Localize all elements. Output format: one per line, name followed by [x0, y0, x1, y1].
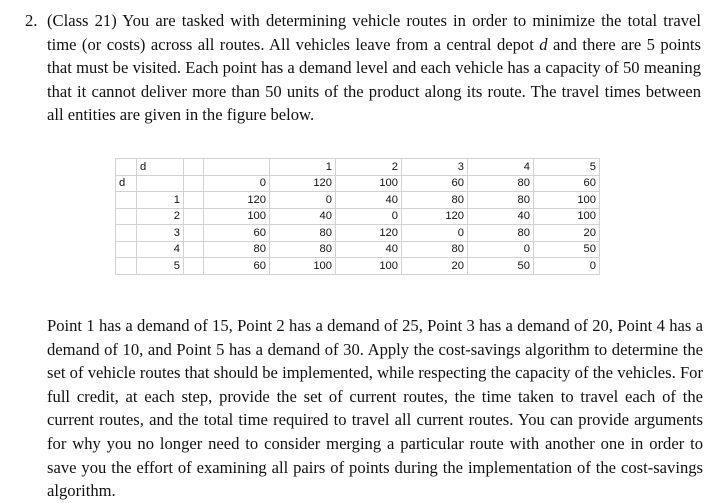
row-label: 2 [137, 208, 184, 225]
table-row-5 [116, 258, 600, 275]
header-cell-d: d [137, 159, 184, 176]
table-cell: 20 [402, 258, 468, 275]
table-cell: 100 [534, 192, 600, 209]
row-label: 1 [137, 192, 184, 209]
header-cell-4: 4 [468, 159, 534, 176]
table-row-2 [116, 208, 600, 225]
table-cell: 0 [270, 192, 336, 209]
table-cell: 60 [204, 258, 270, 275]
table-row-4 [116, 241, 600, 258]
table-cell: 80 [468, 225, 534, 242]
table-cell: 50 [468, 258, 534, 275]
header-cell-2: 2 [336, 159, 402, 176]
table-cell: 50 [534, 241, 600, 258]
table-cell: 0 [204, 175, 270, 192]
table-cell: 120 [402, 208, 468, 225]
table-cell: 100 [336, 175, 402, 192]
table-cell: 100 [534, 208, 600, 225]
table-cell: 60 [204, 225, 270, 242]
intro-text-part1: (Class 21) You are tasked with determining vehicle routes in order to minimize the total travel time (or costs) across all routes. All vehicles leave from a central depot [47, 11, 701, 54]
table-cell: 80 [468, 175, 534, 192]
table-cell: 100 [204, 208, 270, 225]
depot-symbol: d [539, 34, 548, 54]
row-label: 3 [137, 225, 184, 242]
row-label: 5 [137, 258, 184, 275]
table-cell: 60 [534, 175, 600, 192]
intro-text-part2: and there are 5 points that must be visited. Each point has a demand level and each vehicle has a capacity of 50 meaning that it cannot deliver more than 50 units of the product along its route. The travel times between all entities are given in the figure below. [47, 34, 701, 125]
table-cell: 80 [270, 241, 336, 258]
table-cell: 0 [402, 225, 468, 242]
table-row-3 [116, 225, 600, 242]
table-cell: 20 [534, 225, 600, 242]
table-cell: 40 [270, 208, 336, 225]
table-cell: 40 [336, 241, 402, 258]
header-cell-3: 3 [402, 159, 468, 176]
table-cell: 40 [468, 208, 534, 225]
table-cell: 80 [402, 241, 468, 258]
table-row-1 [116, 192, 600, 209]
table-cell: 80 [468, 192, 534, 209]
table-cell: 0 [468, 241, 534, 258]
table-cell: 120 [336, 225, 402, 242]
question-number: 2. [25, 11, 38, 30]
table-cell: 80 [204, 241, 270, 258]
table-cell: 40 [336, 192, 402, 209]
header-cell-1: 1 [270, 159, 336, 176]
row-label: d [116, 175, 137, 192]
table-cell: 60 [402, 175, 468, 192]
table-row-d [116, 175, 600, 192]
table-cell: 80 [270, 225, 336, 242]
header-cell-5: 5 [534, 159, 600, 176]
question-body: Point 1 has a demand of 15, Point 2 has a demand of 25, Point 3 has a demand of 20, Point 4 has a demand of 10, and Point 5 has a demand of 30. Apply the cost-savings algorithm to determine the set of vehicle routes that should be implemented, while respecting the capacity of the vehicles. For full credit, at each step, provide the set of current routes, the time taken to travel each of the current routes, and the total time required to travel all current routes. You can provide arguments for why you no longer need to consider merging a particular route with another one in order to save you the effort of examining all pairs of points during the implementation of the cost-savings algorithm. [47, 316, 703, 501]
table-cell: 0 [336, 208, 402, 225]
table-cell: 120 [270, 175, 336, 192]
travel-time-table [115, 158, 600, 275]
table-cell: 100 [336, 258, 402, 275]
table-cell: 0 [534, 258, 600, 275]
table-header-row [116, 159, 600, 176]
table-cell: 100 [270, 258, 336, 275]
table-cell: 80 [402, 192, 468, 209]
question-intro [25, 9, 701, 127]
table-cell: 120 [204, 192, 270, 209]
row-label: 4 [137, 241, 184, 258]
